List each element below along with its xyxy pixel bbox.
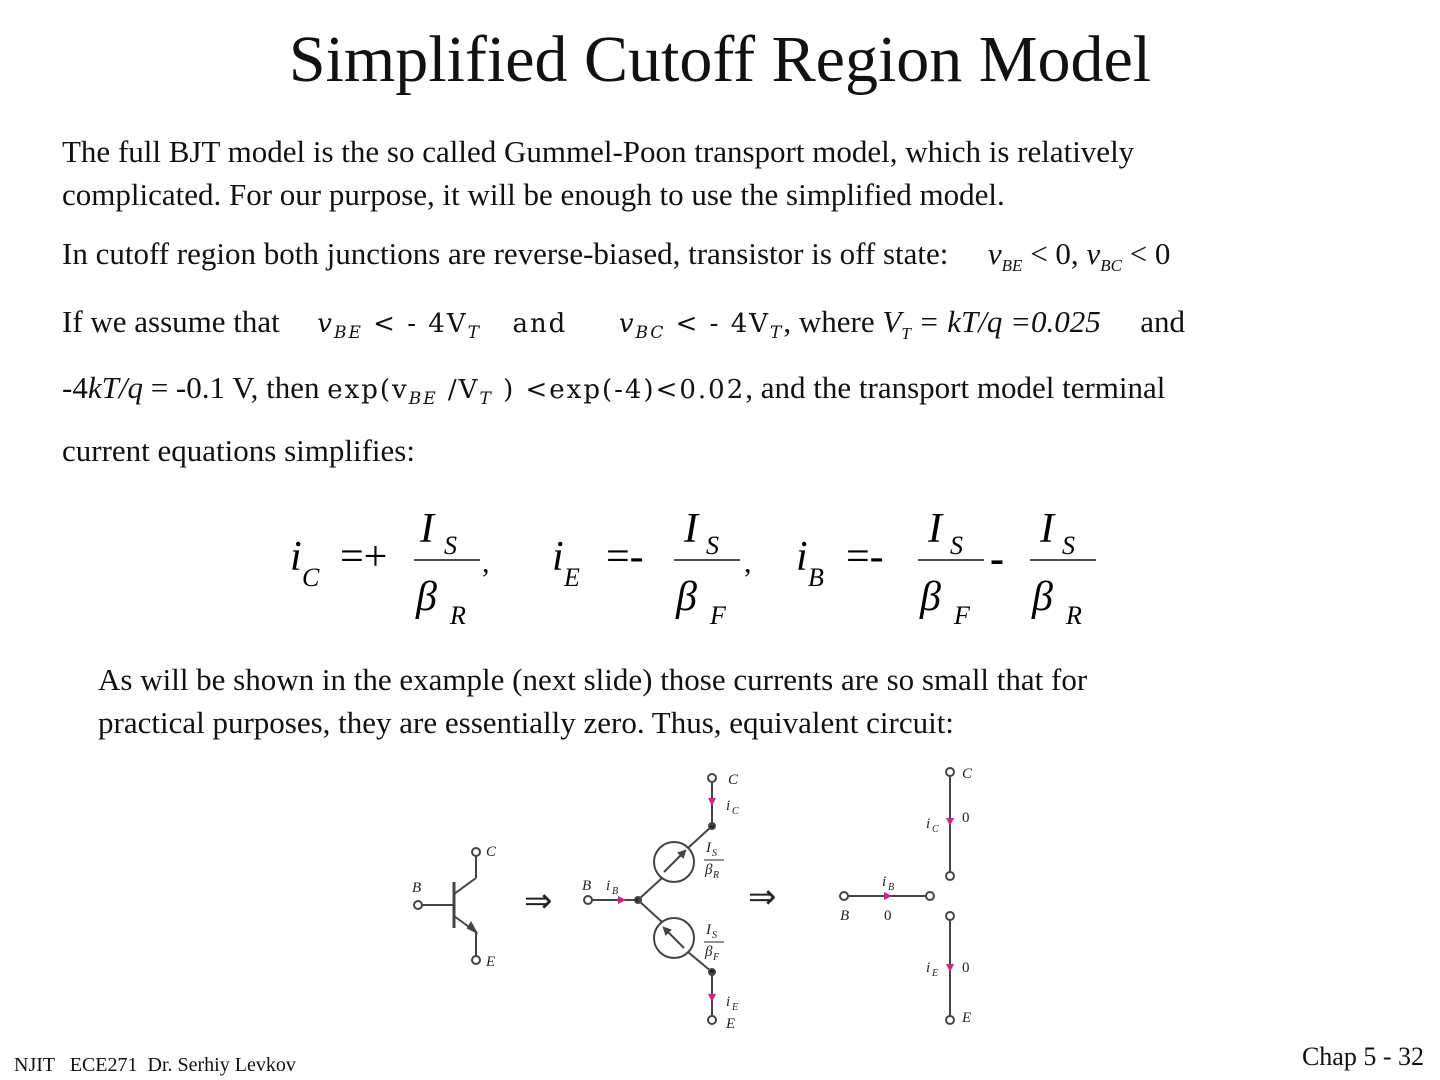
slide-number: Chap 5 - 32 bbox=[1301, 1042, 1424, 1071]
assume-where: , where bbox=[783, 304, 883, 339]
then-exp-sub2: T bbox=[479, 389, 493, 410]
r-label-e: E bbox=[962, 1010, 972, 1026]
m-label-ie-sub: E bbox=[732, 1002, 739, 1013]
assume-expr-1-sub: BE bbox=[334, 323, 363, 344]
r-zero-ib: 0 bbox=[884, 908, 892, 924]
m-label-c: C bbox=[728, 772, 739, 788]
assume-vt: V bbox=[882, 304, 902, 339]
intro-line-2: complicated. For our purpose, it will be enough to use the simplified model. bbox=[62, 177, 1005, 212]
eq-ib-num-1-sub: S bbox=[950, 531, 963, 560]
eq-ib-sign: =- bbox=[846, 534, 884, 580]
eq-ib-minus: - bbox=[990, 536, 1004, 582]
m-isr-top-sub: S bbox=[712, 848, 717, 859]
then-lead: -4 bbox=[62, 370, 88, 405]
eq-ic-den: β bbox=[416, 574, 437, 620]
assume-expr-2 bbox=[618, 309, 784, 344]
assume-vt-def: = kT/q =0.025 bbox=[910, 304, 1101, 339]
then-exp-start: exp(v bbox=[327, 375, 409, 405]
current-equations bbox=[280, 500, 1120, 640]
cond-vbe-rest: < 0, bbox=[1022, 236, 1087, 271]
m-label-ib: i bbox=[606, 878, 611, 894]
m-isr-top: I bbox=[706, 840, 711, 856]
conclusion-line-2: practical purposes, they are essentially zero. Thus, equivalent circuit: bbox=[98, 705, 954, 740]
m-label-ic-sub: C bbox=[732, 806, 739, 817]
r-label-c: C bbox=[962, 766, 973, 782]
eq-ie-den-sub: F bbox=[710, 601, 726, 630]
eq-ib-den-2-sub: R bbox=[1066, 601, 1082, 630]
cond-vbe: v bbox=[987, 236, 1002, 271]
m-isf-top: I bbox=[706, 922, 711, 938]
then-exp-end: ) <exp(-4)<0.02 bbox=[492, 375, 746, 405]
eq-ib-den-1: β bbox=[920, 574, 941, 620]
eq-ie-sign: =- bbox=[606, 534, 644, 580]
assume-and: and bbox=[512, 309, 568, 339]
m-label-ic: i bbox=[726, 798, 731, 814]
cutoff-text: In cutoff region both junctions are reverse-biased, transistor is off state: bbox=[62, 236, 949, 271]
current-line: current equations simplifies: bbox=[62, 433, 415, 468]
then-exp bbox=[327, 375, 746, 410]
eq-ib-num-2: I bbox=[1040, 506, 1054, 552]
eq-ib: i bbox=[796, 534, 808, 580]
assume-expr-1-tail: T bbox=[467, 323, 481, 344]
eq-ib-den-2: β bbox=[1032, 574, 1053, 620]
r-label-b: B bbox=[840, 908, 850, 924]
current-direction-arrows bbox=[618, 798, 954, 1002]
m-isf-bot-sub: F bbox=[713, 952, 720, 963]
eq-ic: i bbox=[290, 534, 302, 580]
eq-ic-comma: , bbox=[482, 546, 490, 579]
npn-transistor-symbol bbox=[414, 848, 480, 964]
cond-vbc-rest: < 0 bbox=[1121, 236, 1171, 271]
conclusion-line-1: As will be shown in the example (next slide) those currents are so small that for bbox=[98, 662, 1088, 697]
open-circuit-equivalent bbox=[840, 768, 954, 1024]
implies-arrow-1: ⇒ bbox=[524, 883, 553, 920]
eq-ib-sub: B bbox=[808, 563, 824, 592]
eq-ie-num-sub: S bbox=[706, 531, 719, 560]
r-label-ic-sub: C bbox=[932, 824, 939, 835]
m-label-ib-sub: B bbox=[612, 886, 619, 897]
eq-ib-num-1: I bbox=[928, 506, 942, 552]
eq-ib-num-2-sub: S bbox=[1062, 531, 1075, 560]
then-exp-mid: /V bbox=[437, 375, 480, 405]
eq-ie-num: I bbox=[684, 506, 698, 552]
eq-ic-num-sub: S bbox=[444, 531, 457, 560]
assume-lead: If we assume that bbox=[62, 304, 280, 339]
slide-title: Simplified Cutoff Region Model bbox=[288, 23, 1152, 96]
eq-ie: i bbox=[552, 534, 564, 580]
intro-line-1: The full BJT model is the so called Gummel-Poon transport model, which is relatively bbox=[62, 134, 1135, 169]
r-label-ib-sub: B bbox=[888, 882, 895, 893]
cond-vbc: v bbox=[1086, 236, 1101, 271]
assumption-line bbox=[62, 304, 1185, 344]
then-mid: = -0.1 V, then bbox=[142, 370, 320, 405]
eq-ic-sub: C bbox=[302, 563, 320, 592]
footer-credit: NJIT ECE271 Dr. Serhiy Levkov bbox=[14, 1054, 296, 1076]
r-zero-ic: 0 bbox=[962, 810, 970, 826]
m-isf-top-sub: S bbox=[712, 930, 717, 941]
m-label-b: B bbox=[582, 878, 592, 894]
eq-ie-den: β bbox=[676, 574, 697, 620]
eq-ic-den-sub: R bbox=[450, 601, 466, 630]
then-tail: , and the transport model terminal bbox=[745, 370, 1166, 405]
eq-ic-sign: =+ bbox=[340, 534, 388, 580]
assume-and-2: and bbox=[1140, 304, 1185, 339]
t-label-c: C bbox=[486, 844, 497, 860]
m-isr-bot-sub: R bbox=[713, 870, 720, 881]
assume-expr-1-rest: < - 4V bbox=[362, 309, 468, 339]
r-label-ie: i bbox=[926, 960, 931, 976]
m-isf-bot: β bbox=[705, 944, 713, 960]
t-label-b: B bbox=[412, 880, 422, 896]
r-label-ib: i bbox=[882, 874, 887, 890]
then-line bbox=[62, 370, 1165, 409]
equivalent-circuit-diagram bbox=[400, 760, 1020, 1040]
eq-ie-comma: , bbox=[744, 546, 752, 579]
r-label-ie-sub: E bbox=[932, 968, 939, 979]
assume-expr-2-rest: < - 4V bbox=[665, 309, 771, 339]
r-label-ic: i bbox=[926, 816, 931, 832]
eq-ie-sub: E bbox=[564, 563, 580, 592]
assume-expr-2-sub: BC bbox=[635, 323, 666, 344]
eq-ib-den-1-sub: F bbox=[954, 601, 970, 630]
assume-expr-2-v: v bbox=[618, 309, 636, 339]
transport-model-circuit bbox=[584, 774, 716, 1024]
m-label-ie: i bbox=[726, 994, 731, 1010]
implies-arrow-2: ⇒ bbox=[748, 879, 777, 916]
assume-expr-1-v: v bbox=[317, 309, 334, 339]
then-exp-sub: BE bbox=[408, 389, 438, 410]
cond-vbe-sub: BE bbox=[1001, 256, 1023, 276]
m-label-e: E bbox=[726, 1016, 736, 1032]
eq-ic-num: I bbox=[420, 506, 434, 552]
assume-expr-2-tail: T bbox=[770, 323, 784, 344]
m-isr-bot: β bbox=[705, 862, 713, 878]
intro-paragraph bbox=[62, 130, 1134, 216]
cond-vbc-sub: BC bbox=[1100, 256, 1122, 276]
then-ktq: kT/q bbox=[87, 370, 143, 405]
assume-expr-1 bbox=[317, 309, 481, 344]
r-zero-ie: 0 bbox=[962, 960, 970, 976]
cutoff-statement bbox=[62, 236, 1170, 276]
conclusion-paragraph bbox=[98, 658, 1087, 744]
assume-vt-sub: T bbox=[901, 324, 911, 344]
t-label-e: E bbox=[486, 954, 496, 970]
